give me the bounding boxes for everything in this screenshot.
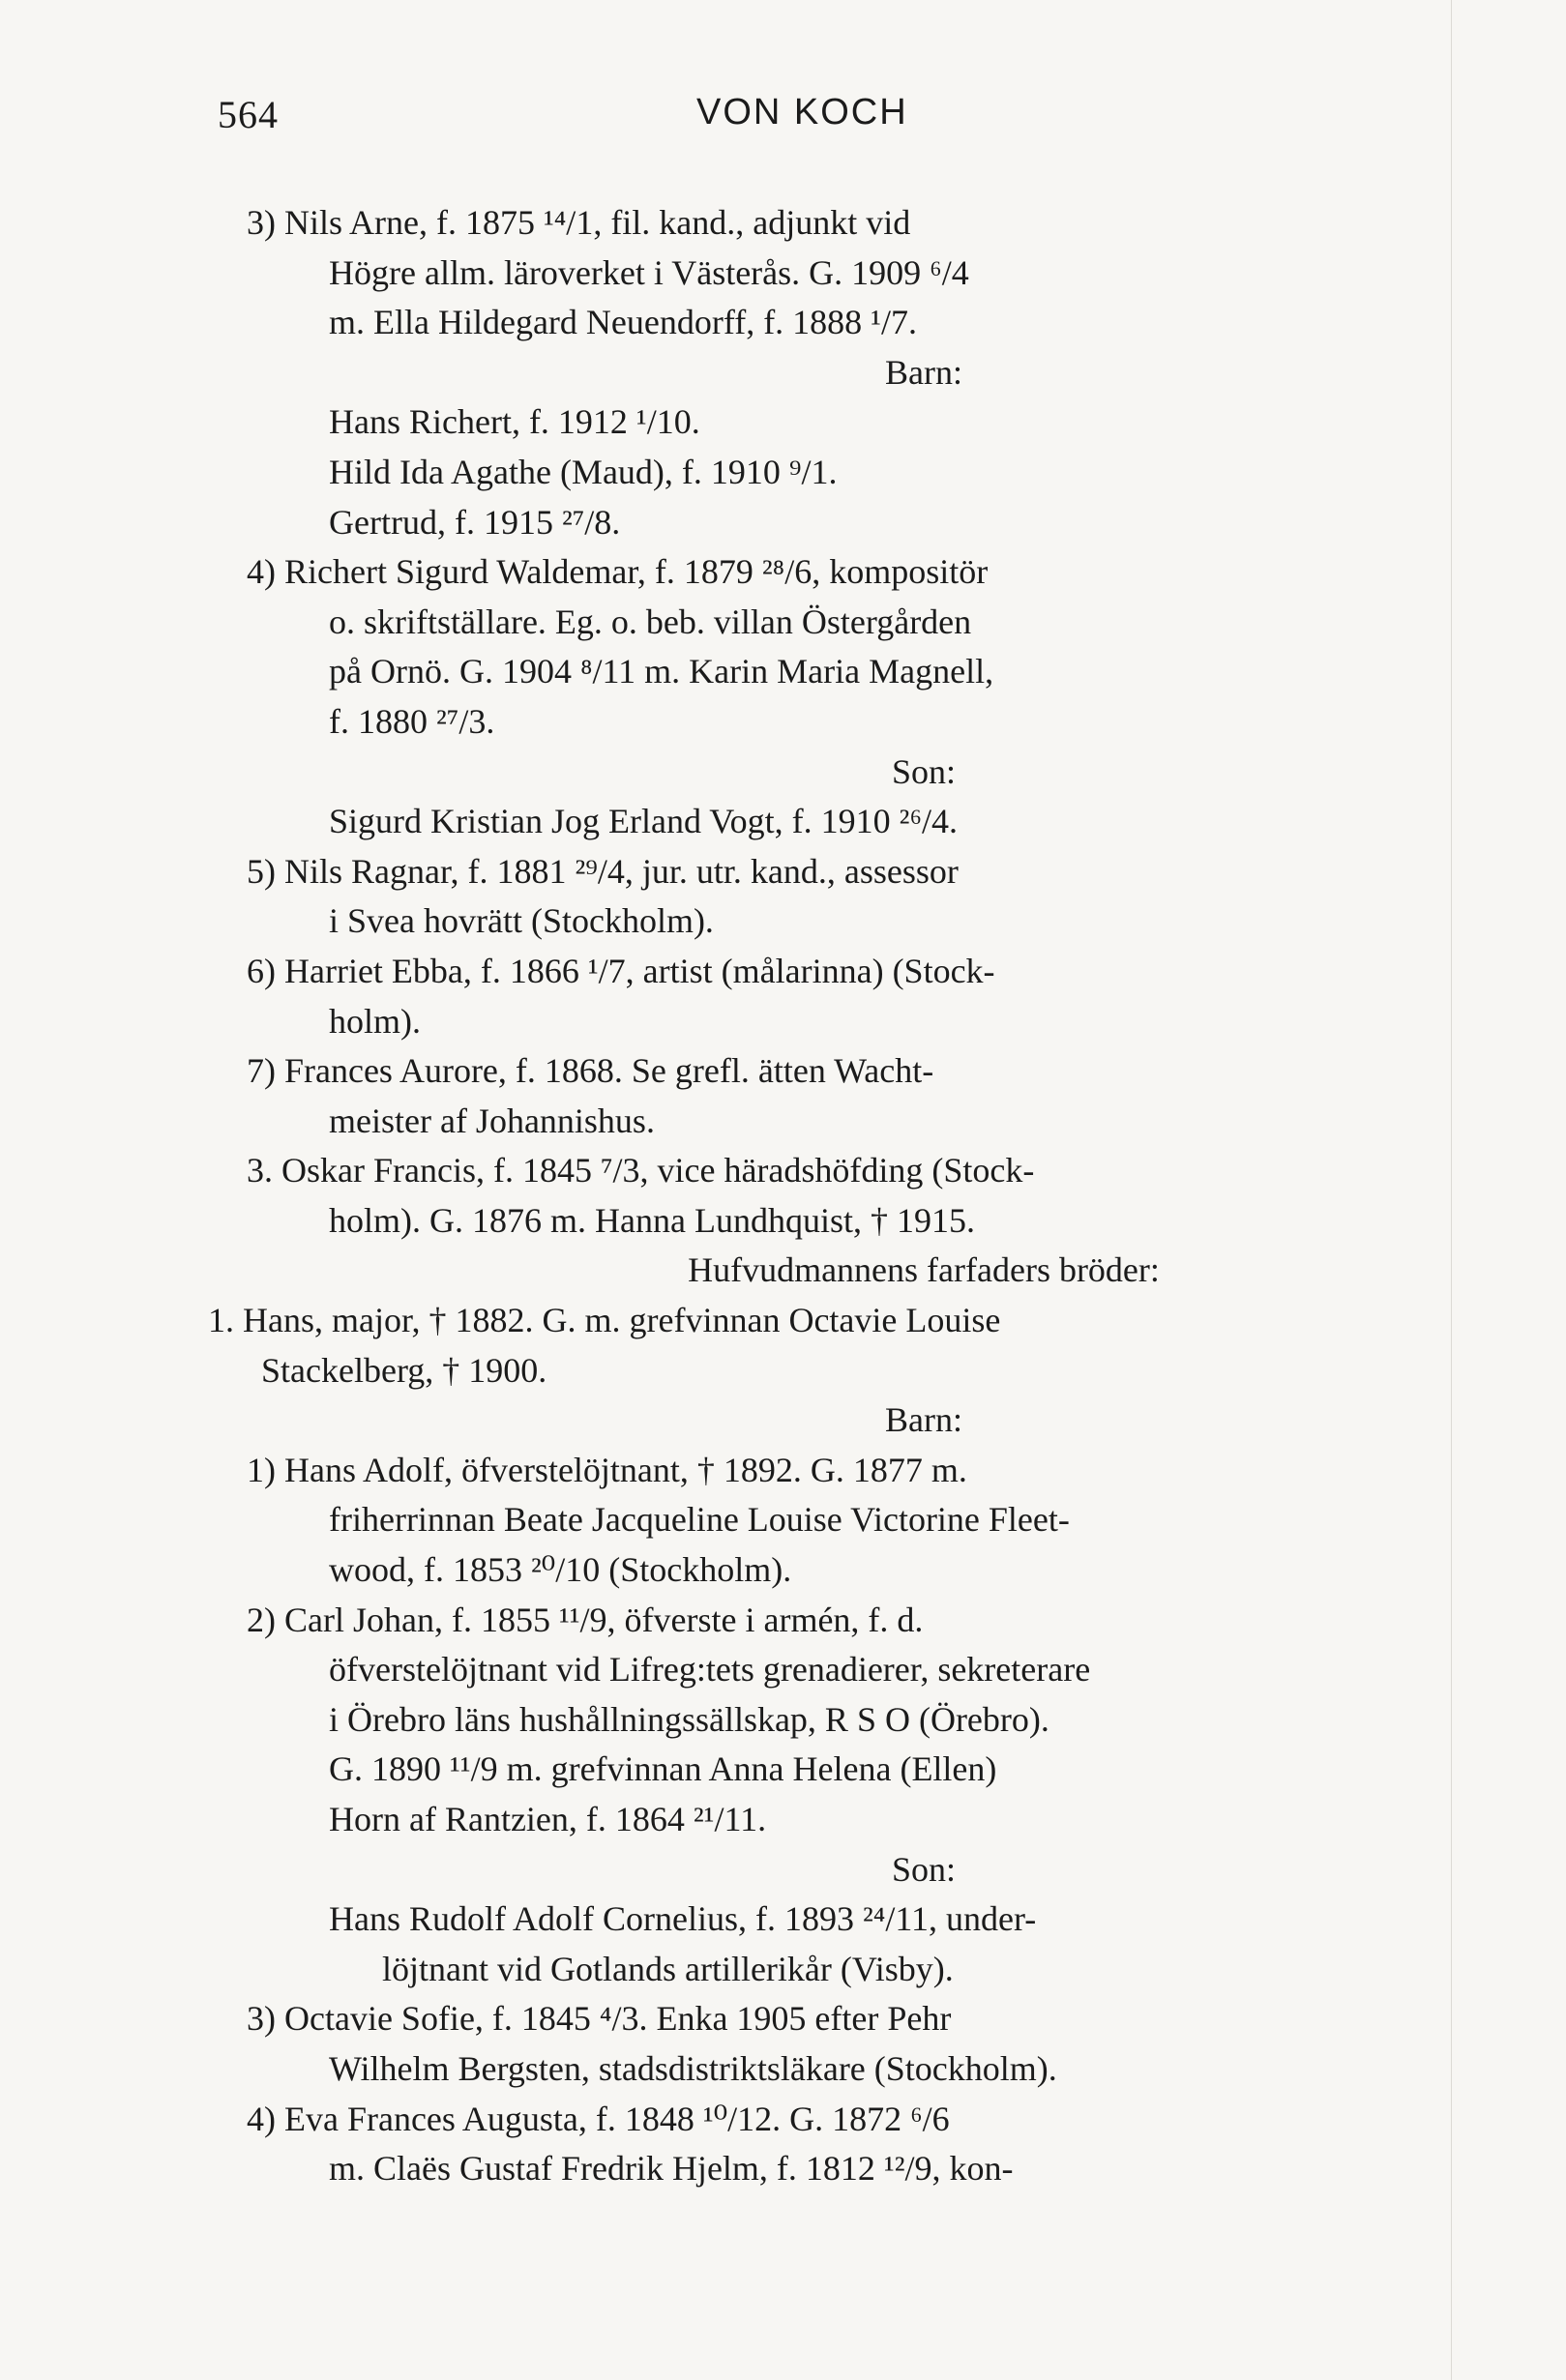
page-edge-line (1451, 0, 1452, 2380)
text-line: o. skriftställare. Eg. o. beb. villan Östergården (329, 602, 972, 641)
text-line: Hans Rudolf Adolf Cornelius, f. 1893 ²⁴/11, under- (329, 1899, 1037, 1939)
text-line: 1) Hans Adolf, öfverstelöjtnant, † 1892. G. 1877 m. (247, 1450, 967, 1489)
text-line: 6) Harriet Ebba, f. 1866 ¹/7, artist (målarinna) (Stock- (247, 951, 995, 990)
text-line: 7) Frances Aurore, f. 1868. Se grefl. ätten Wacht- (247, 1051, 934, 1091)
text-line: 4) Richert Sigurd Waldemar, f. 1879 ²⁸/6, kompositör (247, 552, 989, 592)
text-line: 5) Nils Ragnar, f. 1881 ²⁹/4, jur. utr. kand., assessor (247, 851, 959, 891)
text-line: 2) Carl Johan, f. 1855 ¹¹/9, öfverste i armén, f. d. (247, 1600, 924, 1639)
text-line: Hans Richert, f. 1912 ¹/10. (329, 402, 700, 442)
text-line: i Örebro läns hushållningssällskap, R S O (Örebro). (329, 1699, 1049, 1739)
text-line: meister af Johannishus. (329, 1101, 655, 1140)
text-line: Gertrud, f. 1915 ²⁷/8. (329, 502, 621, 542)
text-line: m. Ella Hildegard Neuendorff, f. 1888 ¹/7. (329, 303, 917, 342)
text-line: holm). (329, 1001, 421, 1041)
text-line: holm). G. 1876 m. Hanna Lundhquist, † 1915. (329, 1200, 975, 1240)
text-line: Högre allm. läroverket i Västerås. G. 1909 ⁶/4 (329, 252, 969, 292)
genealogy-text (208, 198, 1436, 2194)
text-line: G. 1890 ¹¹/9 m. grefvinnan Anna Helena (Ellen) (329, 1749, 997, 1789)
text-line: Hild Ida Agathe (Maud), f. 1910 ⁹/1. (329, 452, 838, 491)
text-line: Sigurd Kristian Jog Erland Vogt, f. 1910 ²⁶/4. (329, 802, 959, 841)
section-heading: Hufvudmannens farfaders bröder: (688, 1250, 1160, 1290)
text-line: Stackelberg, † 1900. (261, 1350, 547, 1390)
text-line: f. 1880 ²⁷/3. (329, 701, 495, 741)
text-line: Horn af Rantzien, f. 1864 ²¹/11. (329, 1800, 767, 1838)
page-number: 564 (218, 93, 279, 136)
text-line: friherrinnan Beate Jacqueline Louise Victorine Fleet- (329, 1500, 1070, 1540)
text-line: i Svea hovrätt (Stockholm). (329, 901, 714, 941)
text-line: 3) Octavie Sofie, f. 1845 ⁴/3. Enka 1905 efter Pehr (247, 1999, 952, 2039)
text-line: m. Claës Gustaf Fredrik Hjelm, f. 1812 ¹²/9, kon- (329, 2149, 1014, 2189)
text-line: 3. Oskar Francis, f. 1845 ⁷/3, vice häradshöfding (Stock- (247, 1151, 1035, 1190)
text-line: 1. Hans, major, † 1882. G. m. grefvinnan Octavie Louise (208, 1301, 1001, 1340)
section-heading: Son: (891, 1849, 957, 1889)
running-title: VON KOCH (696, 92, 908, 132)
text-line: löjtnant vid Gotlands artillerikår (Visby). (382, 1949, 954, 1988)
text-line: Wilhelm Bergsten, stadsdistriktsläkare (Stockholm). (329, 2048, 1057, 2088)
section-heading: Barn: (885, 1400, 962, 1440)
text-line: på Ornö. G. 1904 ⁸/11 m. Karin Maria Magnell, (329, 652, 994, 691)
text-line: 4) Eva Frances Augusta, f. 1848 ¹⁰/12. G. 1872 ⁶/6 (247, 2099, 950, 2138)
section-heading: Barn: (885, 352, 962, 392)
section-heading: Son: (891, 751, 957, 791)
text-line: öfverstelöjtnant vid Lifreg:tets grenadierer, sekreterare (329, 1650, 1091, 1690)
text-line: wood, f. 1853 ²⁰/10 (Stockholm). (329, 1550, 792, 1590)
text-line: 3) Nils Arne, f. 1875 ¹⁴/1, fil. kand., adjunkt vid (247, 203, 911, 242)
page-header (218, 92, 1427, 150)
